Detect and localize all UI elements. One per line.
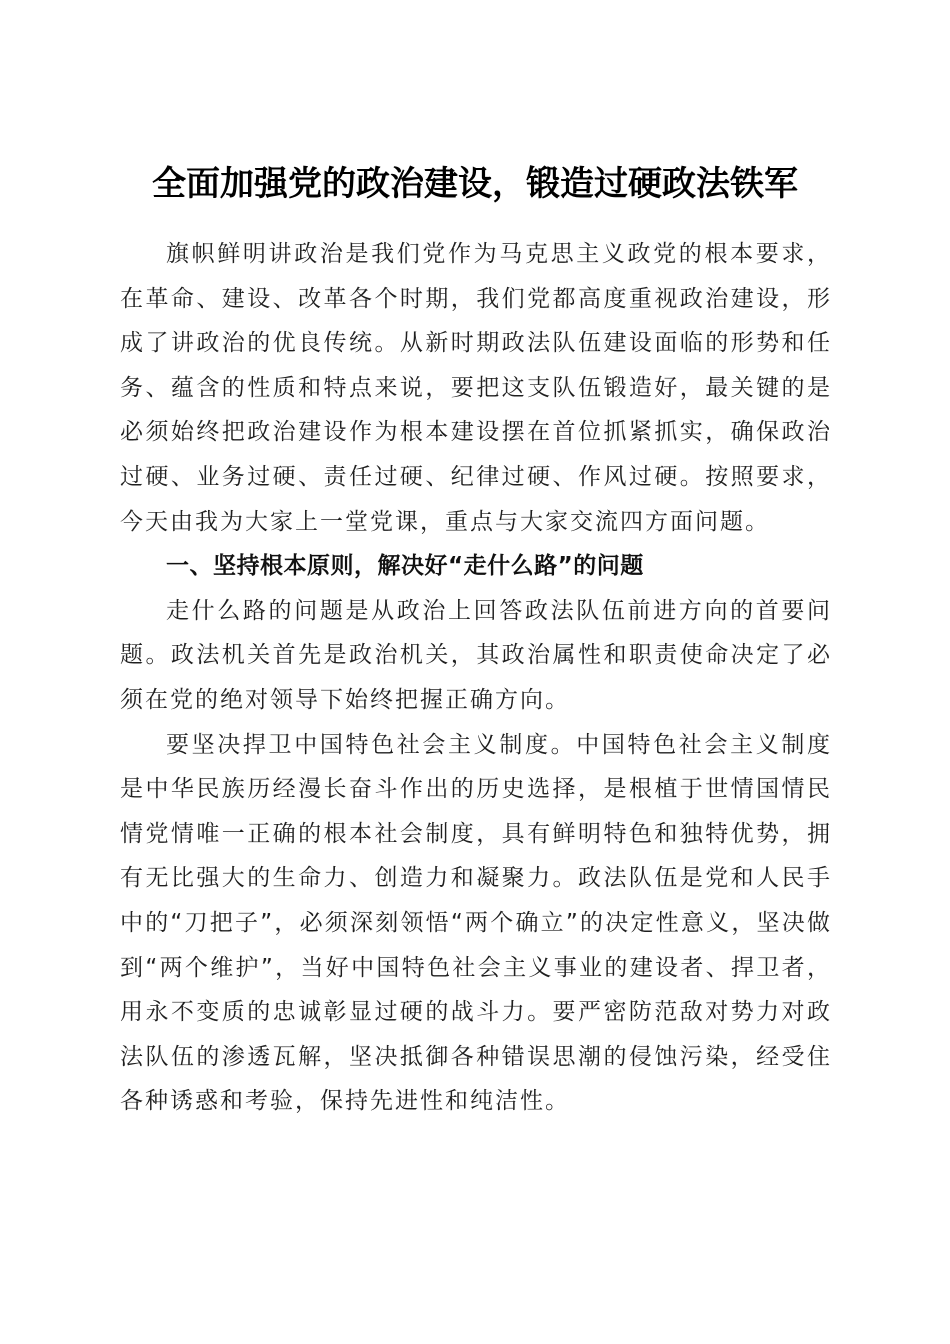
document-title: 全面加强党的政治建设，锻造过硬政法铁军	[152, 163, 798, 204]
section-1-paragraph-1: 走什么路的问题是从政治上回答政法队伍前进方向的首要问题。政法机关首先是政治机关，其政治属性和职责使命决定了必须在党的绝对领导下始终把握正确方向。	[120, 597, 832, 713]
section-1-paragraph-2: 要坚决捍卫中国特色社会主义制度。中国特色社会主义制度是中华民族历经漫长奋斗作出的历史选择，是根植于世情国情民情党情唯一正确的根本社会制度，具有鲜明特色和独特优势，拥有无比强大的生命力、创造力和凝聚力。政法队伍是党和人民手中的“刀把子”，必须深刻领悟“两个确立”的决定性意义，坚决做到“两个维护”，当好中国特色社会主义事业的建设者、捍卫者，用永不变质的忠诚彰显过硬的战斗力。要严密防范敌对势力对政法队伍的渗透瓦解，坚决抵御各种错误思潮的侵蚀污染，经受住各种诱惑和考验，保持先进性和纯洁性。	[120, 731, 832, 1115]
document-body	[120, 232, 832, 1124]
section-heading-1: 一、坚持根本原则，解决好“走什么路”的问题	[166, 553, 644, 580]
intro-paragraph: 旗帜鲜明讲政治是我们党作为马克思主义政党的根本要求，在革命、建设、改革各个时期，我们党都高度重视政治建设，形成了讲政治的优良传统。从新时期政法队伍建设面临的形势和任务、蕴含的性质和特点来说，要把这支队伍锻造好，最关键的是必须始终把政治建设作为根本建设摆在首位抓紧抓实，确保政治过硬、业务过硬、责任过硬、纪律过硬、作风过硬。按照要求，今天由我为大家上一堂党课，重点与大家交流四方面问题。	[120, 241, 832, 535]
